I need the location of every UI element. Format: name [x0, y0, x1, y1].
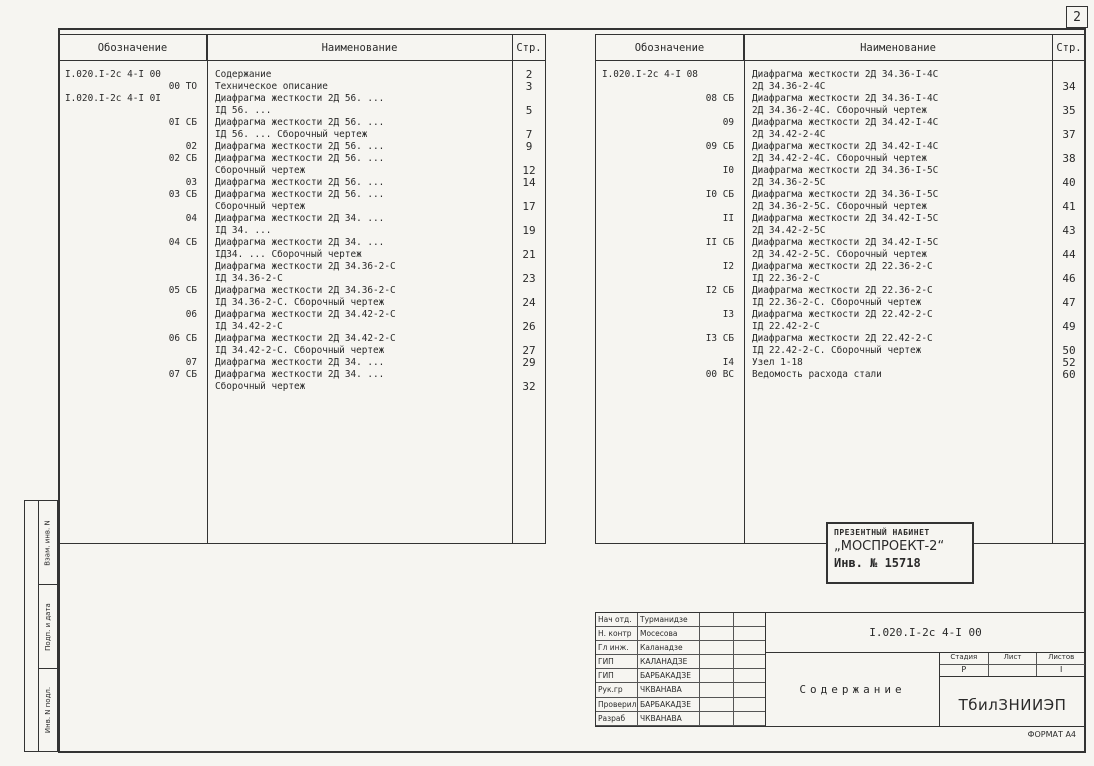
row-page: 19	[522, 224, 536, 237]
row-designation: 07	[185, 357, 197, 368]
row-name: Диафрагма жесткости 2Д 34. ...	[215, 357, 385, 368]
side-strip-outer	[24, 500, 38, 752]
stamp-inventory: Инв. № 15718	[834, 556, 921, 570]
row-name: IД 22.42-2-С	[752, 321, 820, 332]
signature-date	[734, 683, 765, 696]
table-row	[596, 153, 1085, 165]
signature-mark	[700, 669, 734, 682]
table-row	[59, 213, 545, 225]
row-name: Диафрагма жесткости 2Д 34.36-I-5С	[752, 189, 939, 200]
table-header	[596, 35, 1085, 61]
side-strip	[38, 500, 58, 752]
header-name: Наименование	[744, 35, 1053, 60]
side-cell-signature: Подп. и дата	[39, 585, 57, 669]
table-row	[59, 345, 545, 357]
row-designation	[59, 225, 207, 237]
row-designation: 0I СБ	[168, 117, 197, 128]
signature-role: Нач отд.	[596, 613, 638, 626]
row-page: 12	[522, 164, 536, 177]
row-page: 46	[1062, 272, 1076, 285]
table-row	[59, 285, 545, 297]
row-name: Диафрагма жесткости 2Д 34. ...	[215, 369, 385, 380]
row-name: Диафрагма жесткости 2Д 22.36-2-С	[752, 285, 933, 296]
table-row	[59, 249, 545, 261]
row-name: Диафрагма жесткости 2Д 56. ...	[215, 177, 385, 188]
table-row	[59, 165, 545, 177]
table-row	[596, 273, 1085, 285]
row-page: 3	[525, 80, 533, 93]
row-designation	[596, 225, 744, 237]
row-page: 49	[1062, 320, 1076, 333]
table-row	[59, 141, 545, 153]
signature-role: Рук.гр	[596, 683, 638, 696]
row-name: Диафрагма жесткости 2Д 34.36-I-5С	[752, 165, 939, 176]
table-row	[596, 321, 1085, 333]
side-cell-inventory: Инв. N подл.	[44, 686, 52, 734]
row-page: 40	[1062, 176, 1076, 189]
row-designation: 03 СБ	[168, 189, 197, 200]
row-designation: I.020.I-2c 4-I 08	[602, 69, 698, 80]
row-page: 24	[522, 296, 536, 309]
signature-mark	[700, 712, 734, 725]
row-designation: I4	[722, 357, 734, 368]
table-row	[59, 261, 545, 273]
row-name: Содержание	[215, 69, 272, 80]
table-row	[596, 129, 1085, 141]
stage-label: Стадия	[940, 653, 989, 664]
row-designation: 06	[185, 309, 197, 320]
signature-mark	[700, 683, 734, 696]
document-name: Содержание	[766, 653, 940, 726]
row-designation	[596, 153, 744, 165]
row-name: IД 34.42-2-С. Сборочный чертеж	[215, 345, 385, 356]
row-name: Диафрагма жесткости 2Д 34.42-2-С	[215, 309, 396, 320]
row-page: 9	[525, 140, 533, 153]
header-designation: Обозначение	[59, 35, 207, 60]
signature-date	[734, 669, 765, 682]
signature-mark	[700, 655, 734, 668]
signature-row	[596, 613, 765, 627]
signature-row	[596, 712, 765, 726]
row-page: 60	[1062, 368, 1076, 381]
side-cell-replacement: Взам. инв. N	[39, 501, 57, 585]
row-name: Техническое описание	[215, 81, 328, 92]
row-designation: I0	[722, 165, 734, 176]
row-designation: 03	[185, 177, 197, 188]
table-row	[59, 177, 545, 189]
table-row	[596, 105, 1085, 117]
table-row	[59, 81, 545, 93]
signature-date	[734, 627, 765, 640]
archive-stamp	[826, 522, 974, 584]
table-row	[596, 177, 1085, 189]
row-designation	[59, 381, 207, 393]
header-name: Наименование	[207, 35, 513, 60]
row-name: Диафрагма жесткости 2Д 22.36-2-С	[752, 261, 933, 272]
row-designation	[59, 201, 207, 213]
row-designation	[59, 261, 207, 273]
row-name: IД 22.36-2-С	[752, 273, 820, 284]
row-name: Ведомость расхода стали	[752, 369, 882, 380]
table-row	[59, 333, 545, 345]
table-row	[59, 297, 545, 309]
row-page: 52	[1062, 356, 1076, 369]
row-page: 41	[1062, 200, 1076, 213]
row-designation	[596, 345, 744, 357]
row-name: IД 56. ...	[215, 105, 272, 116]
row-designation: 02	[185, 141, 197, 152]
table-row	[596, 369, 1085, 381]
stage-sheet-table	[940, 653, 1085, 683]
row-designation	[59, 165, 207, 177]
sheet-label: Лист	[989, 653, 1038, 664]
header-page: Стр.	[516, 41, 542, 54]
sheet-value	[989, 665, 1038, 676]
signature-row	[596, 655, 765, 669]
row-name: 2Д 34.42-2-4С. Сборочный чертеж	[752, 153, 927, 164]
sheets-value: I	[1060, 665, 1063, 674]
table-row	[596, 309, 1085, 321]
sheets-label: Листов	[1048, 653, 1075, 661]
row-designation	[59, 321, 207, 333]
row-designation	[596, 297, 744, 309]
signature-role: Проверил	[596, 698, 638, 711]
row-page: 27	[522, 344, 536, 357]
row-designation: 09 СБ	[705, 141, 734, 152]
row-name: Диафрагма жесткости 2Д 34.36-2-С	[215, 261, 396, 272]
row-designation	[596, 177, 744, 189]
row-page: 2	[525, 68, 533, 81]
table-row	[596, 141, 1085, 153]
table-row	[596, 69, 1085, 81]
row-designation: I.020.I-2c 4-I 00	[65, 69, 161, 80]
row-page: 38	[1062, 152, 1076, 165]
row-name: Диафрагма жесткости 2Д 56. ...	[215, 117, 385, 128]
row-name: Диафрагма жесткости 2Д 34.36-2-С	[215, 285, 396, 296]
row-page: 21	[522, 248, 536, 261]
row-designation: 00 ТО	[168, 81, 197, 92]
table-row	[59, 357, 545, 369]
row-designation	[596, 249, 744, 261]
row-designation: I3 СБ	[705, 333, 734, 344]
signature-mark	[700, 613, 734, 626]
signature-mark	[700, 641, 734, 654]
row-name: Диафрагма жесткости 2Д 34. ...	[215, 237, 385, 248]
row-name: Диафрагма жесткости 2Д 34.36-I-4С	[752, 69, 939, 80]
row-name: Диафрагма жесткости 2Д 22.42-2-С	[752, 333, 933, 344]
table-row	[596, 165, 1085, 177]
row-name: Диафрагма жесткости 2Д 34.42-2-С	[215, 333, 396, 344]
row-name: Диафрагма жесткости 2Д 34.36-I-4С	[752, 93, 939, 104]
signature-person: Турманидзе	[638, 613, 700, 626]
row-designation: II СБ	[705, 237, 734, 248]
row-designation: I.020.I-2c 4-I 0I	[65, 93, 161, 104]
sheet-number: 2	[1066, 6, 1088, 28]
table-row	[596, 297, 1085, 309]
contents-table-right	[595, 34, 1086, 544]
row-page: 14	[522, 176, 536, 189]
signature-person: ЧКВАНАВА	[638, 712, 700, 725]
signature-role: Разраб	[596, 712, 638, 725]
table-row	[596, 213, 1085, 225]
table-row	[596, 357, 1085, 369]
signature-date	[734, 655, 765, 668]
table-row	[59, 273, 545, 285]
table-row	[596, 189, 1085, 201]
row-designation	[59, 273, 207, 285]
row-name: Диафрагма жесткости 2Д 34.42-I-5С	[752, 237, 939, 248]
signature-role: Гл инж.	[596, 641, 638, 654]
row-designation: I0 СБ	[705, 189, 734, 200]
row-designation: II	[722, 213, 734, 224]
row-designation: 00 ВС	[705, 369, 734, 380]
row-name: Узел 1-18	[752, 357, 803, 368]
row-designation	[596, 201, 744, 213]
row-name: Диафрагма жесткости 2Д 34. ...	[215, 213, 385, 224]
row-name: Диафрагма жесткости 2Д 56. ...	[215, 93, 385, 104]
signature-person: КАЛАНАДЗЕ	[638, 655, 700, 668]
table-row	[59, 69, 545, 81]
row-name: 2Д 34.42-2-5С	[752, 225, 826, 236]
row-page: 43	[1062, 224, 1076, 237]
row-page: 47	[1062, 296, 1076, 309]
rows-right	[596, 61, 1085, 381]
table-row	[596, 261, 1085, 273]
row-designation: 09	[722, 117, 734, 128]
row-name: 2Д 34.36-2-4С	[752, 81, 826, 92]
row-name: Диафрагма жесткости 2Д 34.42-I-4С	[752, 141, 939, 152]
table-row	[596, 201, 1085, 213]
document-code: I.020.I-2c 4-I 00	[766, 613, 1085, 653]
signature-row	[596, 683, 765, 697]
row-designation: 05 СБ	[168, 285, 197, 296]
table-row	[59, 153, 545, 165]
table-row	[59, 369, 545, 381]
signature-role: ГИП	[596, 655, 638, 668]
signature-row	[596, 641, 765, 655]
signature-row	[596, 698, 765, 712]
row-designation: 08 СБ	[705, 93, 734, 104]
row-name: 2Д 34.36-2-5С. Сборочный чертеж	[752, 201, 927, 212]
table-row	[59, 93, 545, 105]
row-name: Сборочный чертеж	[215, 165, 306, 176]
row-name: 2Д 34.42-2-4С	[752, 129, 826, 140]
row-designation	[596, 321, 744, 333]
row-designation	[59, 129, 207, 141]
row-designation: 07 СБ	[168, 369, 197, 380]
stamp-line-2: „МОСПРОЕКТ-2“	[834, 539, 945, 554]
row-name: IД34. ... Сборочный чертеж	[215, 249, 362, 260]
row-designation: 04	[185, 213, 197, 224]
stamp-line-1: ПРЕЗЕНТНЫЙ НАБИНЕТ	[834, 528, 930, 537]
row-name: IД 22.36-2-С. Сборочный чертеж	[752, 297, 922, 308]
signature-role: Н. контр	[596, 627, 638, 640]
header-page: Стр.	[1056, 41, 1082, 54]
row-page: 44	[1062, 248, 1076, 261]
row-designation	[596, 129, 744, 141]
row-designation: 02 СБ	[168, 153, 197, 164]
signature-table	[596, 613, 766, 726]
row-name: 2Д 34.36-2-4С. Сборочный чертеж	[752, 105, 927, 116]
row-name: IД 34. ...	[215, 225, 272, 236]
row-page: 23	[522, 272, 536, 285]
table-header	[59, 35, 545, 61]
format-label: ФОРМАТ А4	[1027, 730, 1076, 739]
table-row	[596, 225, 1085, 237]
header-designation: Обозначение	[596, 35, 744, 60]
signature-mark	[700, 627, 734, 640]
row-page: 34	[1062, 80, 1076, 93]
row-designation: I2 СБ	[705, 285, 734, 296]
row-designation	[596, 81, 744, 93]
stage-value: Р	[940, 665, 989, 676]
table-row	[596, 333, 1085, 345]
row-page: 29	[522, 356, 536, 369]
organization-name: ТбилЗНИИЭП	[958, 695, 1067, 714]
table-row	[59, 237, 545, 249]
signature-person: БАРБАКАДЗЕ	[638, 669, 700, 682]
table-row	[59, 225, 545, 237]
table-row	[59, 201, 545, 213]
row-designation: I2	[722, 261, 734, 272]
row-page: 35	[1062, 104, 1076, 117]
table-row	[59, 105, 545, 117]
row-name: Диафрагма жесткости 2Д 56. ...	[215, 141, 385, 152]
table-row	[596, 93, 1085, 105]
row-name: Диафрагма жесткости 2Д 34.42-I-5С	[752, 213, 939, 224]
signature-row	[596, 627, 765, 641]
signature-person: Мосесова	[638, 627, 700, 640]
row-name: Диафрагма жесткости 2Д 56. ...	[215, 153, 385, 164]
row-name: IД 34.42-2-С	[215, 321, 283, 332]
row-designation	[596, 105, 744, 117]
table-row	[59, 309, 545, 321]
row-designation	[59, 297, 207, 309]
contents-table-left	[58, 34, 546, 544]
signature-date	[734, 698, 765, 711]
signature-person: БАРБАКАДЗЕ	[638, 698, 700, 711]
row-name: Сборочный чертеж	[215, 201, 306, 212]
signature-mark	[700, 698, 734, 711]
row-designation: 06 СБ	[168, 333, 197, 344]
row-page: 5	[525, 104, 533, 117]
signature-role: ГИП	[596, 669, 638, 682]
table-row	[596, 81, 1085, 93]
row-name: IД 34.36-2-С	[215, 273, 283, 284]
row-name: 2Д 34.36-2-5С	[752, 177, 826, 188]
row-designation	[59, 345, 207, 357]
row-name: Диафрагма жесткости 2Д 22.42-2-С	[752, 309, 933, 320]
signature-date	[734, 613, 765, 626]
row-name: Сборочный чертеж	[215, 381, 306, 392]
row-designation: 04 СБ	[168, 237, 197, 248]
table-row	[59, 129, 545, 141]
table-row	[59, 189, 545, 201]
row-name: Диафрагма жесткости 2Д 34.42-I-4С	[752, 117, 939, 128]
row-name: 2Д 34.42-2-5С. Сборочный чертеж	[752, 249, 927, 260]
row-page: 32	[522, 380, 536, 393]
table-row	[596, 117, 1085, 129]
title-block	[595, 612, 1086, 727]
row-page: 50	[1062, 344, 1076, 357]
table-row	[59, 117, 545, 129]
table-row	[59, 321, 545, 333]
table-row	[596, 249, 1085, 261]
signature-date	[734, 712, 765, 725]
signature-person: ЧКВАНАВА	[638, 683, 700, 696]
row-name: IД 22.42-2-С. Сборочный чертеж	[752, 345, 922, 356]
row-designation	[59, 249, 207, 261]
row-designation	[59, 105, 207, 117]
row-designation: I3	[722, 309, 734, 320]
row-name: IД 56. ... Сборочный чертеж	[215, 129, 368, 140]
row-designation	[596, 273, 744, 285]
signature-person: Каланадзе	[638, 641, 700, 654]
row-page: 7	[525, 128, 533, 141]
table-row	[596, 345, 1085, 357]
row-page: 26	[522, 320, 536, 333]
row-page: 17	[522, 200, 536, 213]
row-page: 37	[1062, 128, 1076, 141]
table-row	[59, 381, 545, 393]
signature-date	[734, 641, 765, 654]
table-row	[596, 285, 1085, 297]
row-name: Диафрагма жесткости 2Д 56. ...	[215, 189, 385, 200]
table-row	[596, 237, 1085, 249]
signature-row	[596, 669, 765, 683]
rows-left	[59, 61, 545, 393]
row-name: IД 34.36-2-С. Сборочный чертеж	[215, 297, 385, 308]
